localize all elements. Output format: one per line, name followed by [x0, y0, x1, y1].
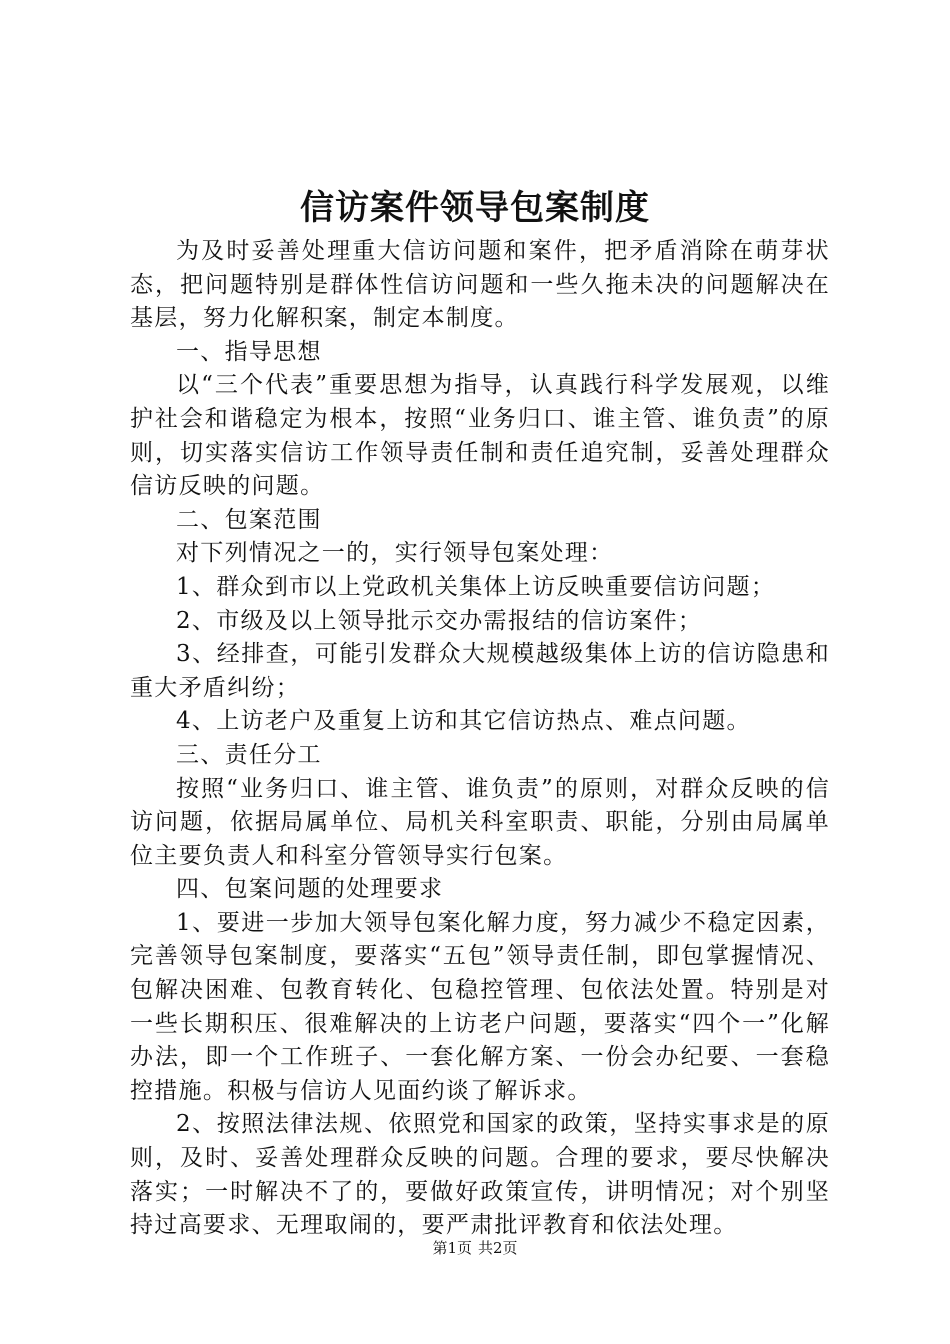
page-total: 共2页	[478, 1239, 518, 1257]
list-item: 4、上访老户及重复上访和其它信访热点、难点问题。	[176, 708, 751, 735]
section-heading-requirements: 四、包案问题的处理要求	[176, 876, 444, 903]
section-heading-guiding-thought: 一、指导思想	[176, 338, 322, 365]
paragraph-intro: 为及时妥善处理重大信访问题和案件，把矛盾消除在萌芽状态，把问题特别是群体性信访问题和一些久拖未决的问题解决在基层，努力化解积案，制定本制度。	[130, 238, 830, 332]
list-item: 2、市级及以上领导批示交办需报结的信访案件；	[176, 607, 703, 634]
list-item: 1、群众到市以上党政机关集体上访反映重要信访问题；	[176, 573, 776, 600]
paragraph: 按照“业务归口、谁主管、谁负责”的原则，对群众反映的信访问题，依据局属单位、局机关科室职责、职能，分别由局属单位主要负责人和科室分管领导实行包案。	[130, 775, 830, 869]
paragraph: 对下列情况之一的，实行领导包案处理：	[176, 540, 614, 567]
section-heading-responsibility: 三、责任分工	[176, 741, 322, 768]
section-heading-case-scope: 二、包案范围	[176, 506, 322, 533]
paragraph: 以“三个代表”重要思想为指导，认真践行科学发展观，以维护社会和谐稳定为根本，按照“业务归口、谁主管、谁负责”的原则，切实落实信访工作领导责任制和责任追究制，妥善处理群众信访反映的问题。	[130, 372, 830, 500]
list-item: 2、按照法律法规、依照党和国家的政策，坚持实事求是的原则，及时、妥善处理群众反映的问题。合理的要求，要尽快解决落实；一时解决不了的，要做好政策宣传，讲明情况；对个别坚持过高要求、无理取闹的，要严肃批评教育和依法处理。	[130, 1111, 830, 1239]
list-item: 1、要进一步加大领导包案化解力度，努力减少不稳定因素，完善领导包案制度，要落实“五包”领导责任制，即包掌握情况、包解决困难、包教育转化、包稳控管理、包依法处置。特别是对一些长期积压、很难解决的上访老户问题，要落实“四个一”化解办法，即一个工作班子、一套化解方案、一份会办纪要、一套稳控措施。积极与信访人见面约谈了解诉求。	[130, 909, 830, 1104]
page-footer	[0, 1238, 950, 1258]
document-body	[130, 235, 830, 1243]
page-number: 第1页	[432, 1239, 472, 1257]
document-title: 信访案件领导包案制度	[300, 188, 650, 228]
list-item: 3、经排查，可能引发群众大规模越级集体上访的信访隐患和重大矛盾纠纷；	[130, 641, 830, 701]
